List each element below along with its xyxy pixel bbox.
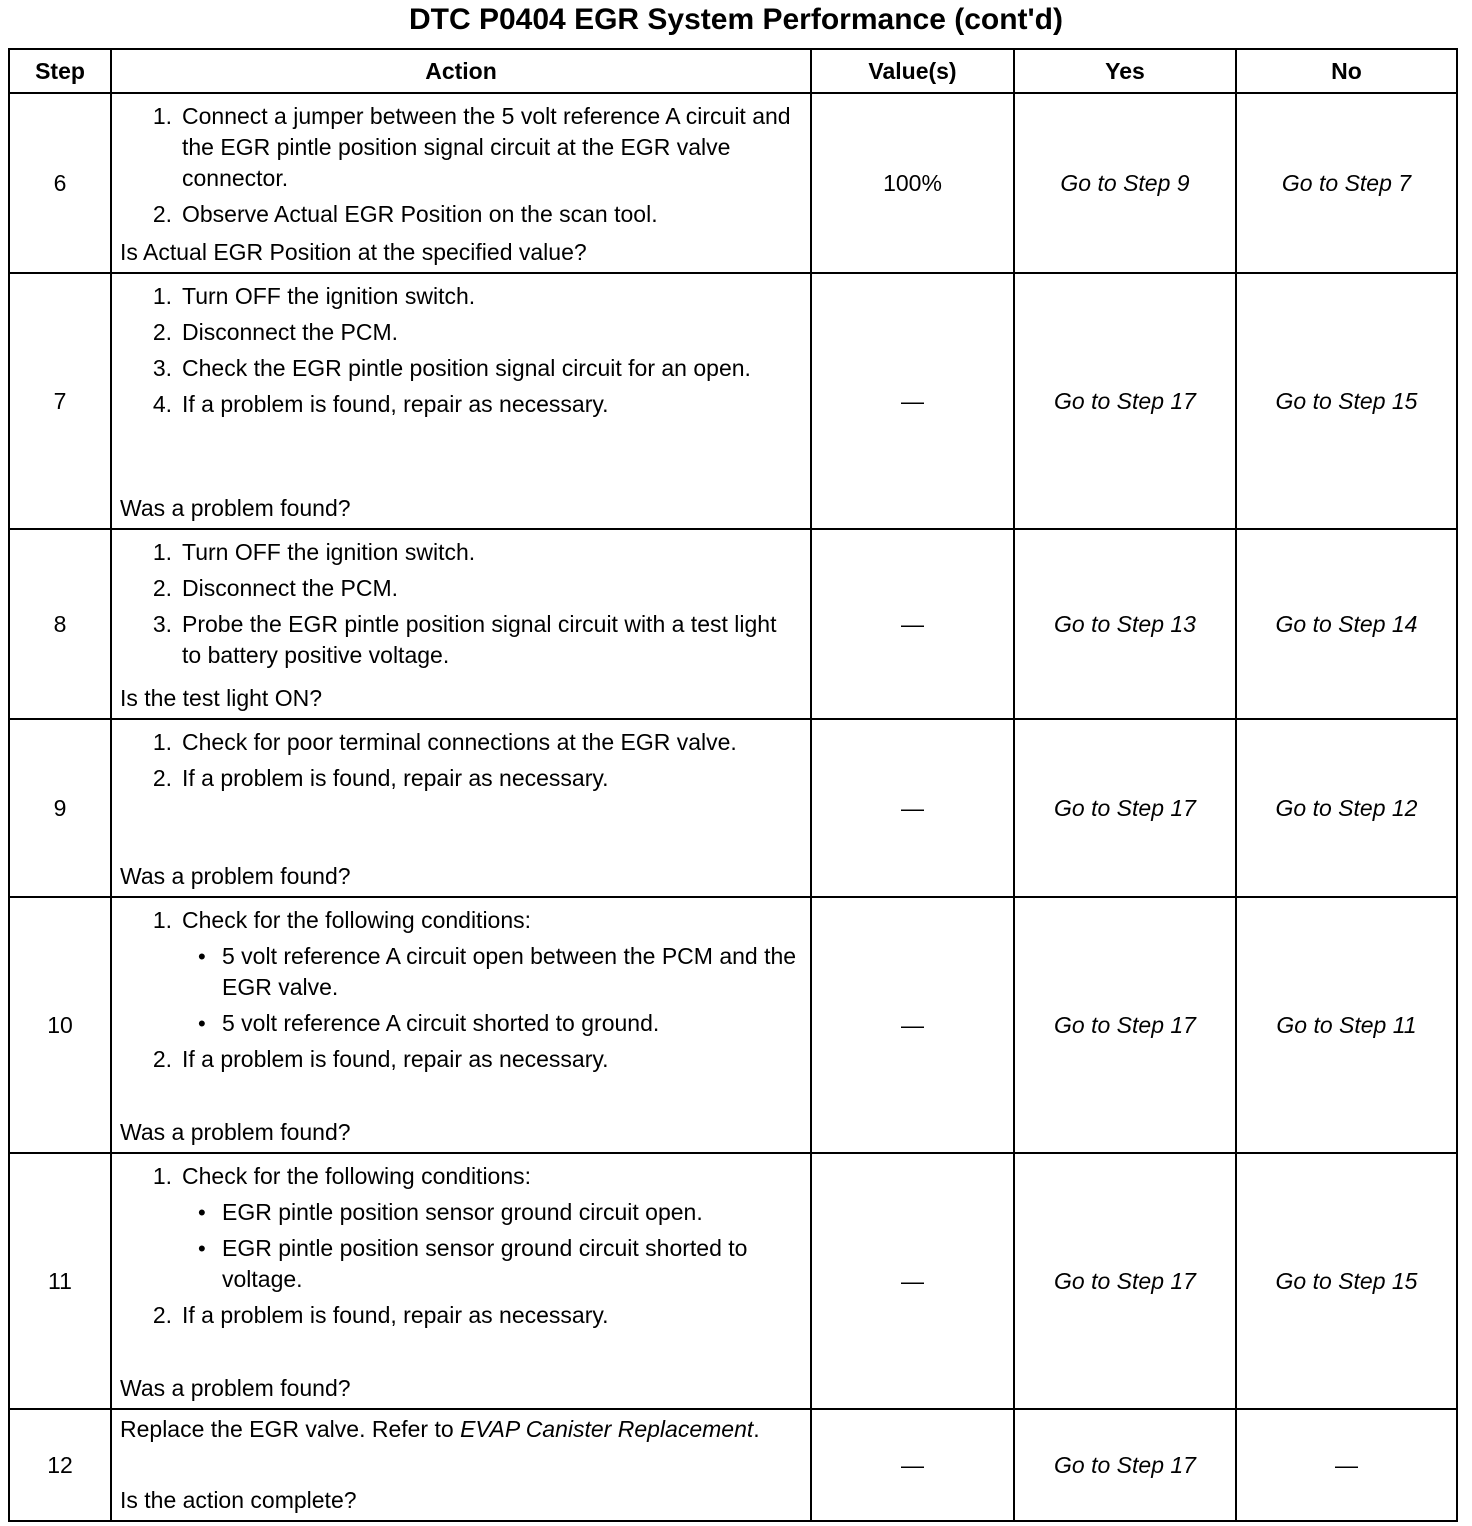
yes-link[interactable]: Go to Step 17 <box>1014 1153 1236 1409</box>
table-row <box>9 719 1457 897</box>
action-text: Replace the EGR valve. Refer to EVAP Canister Replacement. <box>120 1416 760 1442</box>
bullet-item: • 5 volt reference A circuit shorted to ground. <box>198 1010 660 1036</box>
action-item: 1. Connect a jumper between the 5 volt reference A circuit and the EGR pintle position signal circuit at the EGR valve connector. <box>152 103 791 191</box>
header-step: Step <box>9 49 111 93</box>
action-question: Is the action complete? <box>120 1487 357 1513</box>
action-question: Was a problem found? <box>120 1119 351 1145</box>
step-number: 9 <box>9 719 111 897</box>
action-item: 3. Probe the EGR pintle position signal circuit with a test light to battery positive voltage. <box>152 611 777 668</box>
bullet-item: • EGR pintle position sensor ground circuit shorted to voltage. <box>198 1235 748 1292</box>
no-link[interactable]: Go to Step 11 <box>1236 897 1457 1153</box>
action-item: 4. If a problem is found, repair as necessary. <box>152 391 609 417</box>
table-row <box>9 1409 1457 1521</box>
step-number: 8 <box>9 529 111 719</box>
action-cell <box>111 719 811 897</box>
action-item: 2. Disconnect the PCM. <box>152 575 399 601</box>
action-item: 2. If a problem is found, repair as necessary. <box>152 1302 609 1328</box>
action-cell <box>111 93 811 273</box>
header-action: Action <box>111 49 811 93</box>
yes-link[interactable]: Go to Step 9 <box>1014 93 1236 273</box>
action-item: 2. Observe Actual EGR Position on the scan tool. <box>152 201 658 227</box>
table-row <box>9 529 1457 719</box>
bullet-item: • 5 volt reference A circuit open between the PCM and the EGR valve. <box>198 943 797 1000</box>
action-question: Was a problem found? <box>120 495 351 521</box>
action-item: 1. Turn OFF the ignition switch. <box>152 539 476 565</box>
header-row <box>9 49 1457 93</box>
no-link[interactable]: Go to Step 7 <box>1236 93 1457 273</box>
action-cell <box>111 1409 811 1521</box>
action-cell <box>111 897 811 1153</box>
action-cell <box>111 273 811 529</box>
action-item: 1. Turn OFF the ignition switch. <box>152 283 476 309</box>
table-row <box>9 897 1457 1153</box>
value-cell: 100% <box>811 93 1014 273</box>
value-cell: — <box>811 529 1014 719</box>
step-number: 10 <box>9 897 111 1153</box>
value-cell: — <box>811 719 1014 897</box>
yes-link[interactable]: Go to Step 17 <box>1014 273 1236 529</box>
table-row <box>9 273 1457 529</box>
action-item: 1. Check for the following conditions: <box>152 1163 532 1189</box>
no-value: — <box>1236 1409 1457 1521</box>
no-link[interactable]: Go to Step 15 <box>1236 273 1457 529</box>
value-cell: — <box>811 273 1014 529</box>
action-item: 1. Check for poor terminal connections at the EGR valve. <box>152 729 737 755</box>
no-link[interactable]: Go to Step 12 <box>1236 719 1457 897</box>
yes-link[interactable]: Go to Step 13 <box>1014 529 1236 719</box>
table-row <box>9 93 1457 273</box>
action-question: Is Actual EGR Position at the specified value? <box>120 239 587 265</box>
yes-link[interactable]: Go to Step 17 <box>1014 1409 1236 1521</box>
value-cell: — <box>811 1409 1014 1521</box>
action-item: 2. If a problem is found, repair as necessary. <box>152 1046 609 1072</box>
step-number: 7 <box>9 273 111 529</box>
reference-link[interactable]: EVAP Canister Replacement <box>460 1416 754 1442</box>
step-number: 6 <box>9 93 111 273</box>
action-item: 1. Check for the following conditions: <box>152 907 532 933</box>
action-cell <box>111 529 811 719</box>
action-question: Is the test light ON? <box>120 685 322 711</box>
header-no: No <box>1236 49 1457 93</box>
value-cell: — <box>811 897 1014 1153</box>
yes-link[interactable]: Go to Step 17 <box>1014 719 1236 897</box>
no-link[interactable]: Go to Step 14 <box>1236 529 1457 719</box>
action-item: 3. Check the EGR pintle position signal circuit for an open. <box>152 355 751 381</box>
yes-link[interactable]: Go to Step 17 <box>1014 897 1236 1153</box>
action-question: Was a problem found? <box>120 1375 351 1401</box>
step-number: 11 <box>9 1153 111 1409</box>
value-cell: — <box>811 1153 1014 1409</box>
header-yes: Yes <box>1014 49 1236 93</box>
header-values: Value(s) <box>811 49 1014 93</box>
page-title: DTC P0404 EGR System Performance (cont'd) <box>409 3 1063 36</box>
diagnostic-table <box>8 48 1458 1522</box>
table-row <box>9 1153 1457 1409</box>
action-item: 2. If a problem is found, repair as necessary. <box>152 765 609 791</box>
action-item: 2. Disconnect the PCM. <box>152 319 399 345</box>
no-link[interactable]: Go to Step 15 <box>1236 1153 1457 1409</box>
step-number: 12 <box>9 1409 111 1521</box>
action-cell <box>111 1153 811 1409</box>
bullet-item: • EGR pintle position sensor ground circuit open. <box>198 1199 703 1225</box>
action-question: Was a problem found? <box>120 863 351 889</box>
